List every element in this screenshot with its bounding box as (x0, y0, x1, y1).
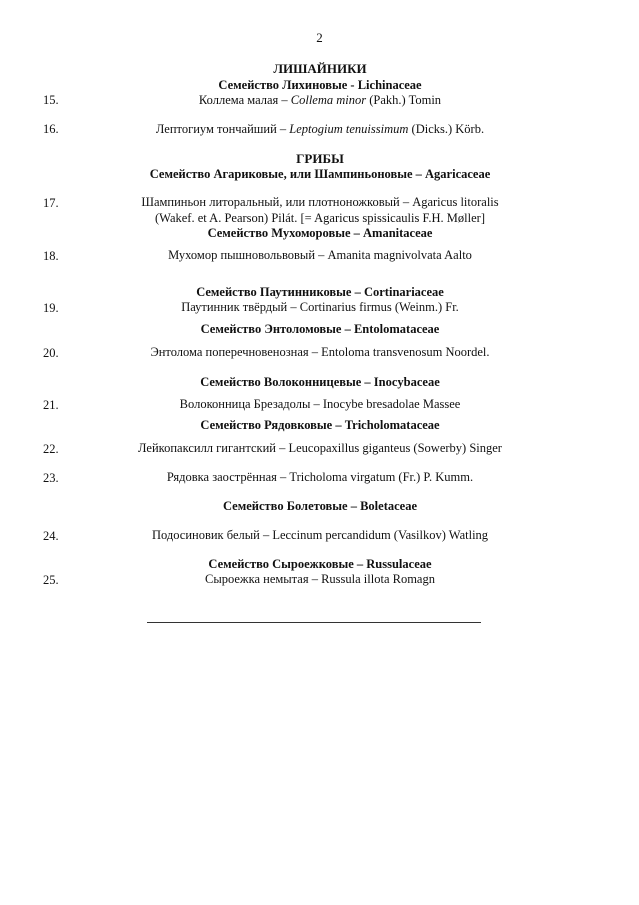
entry-number: 16. (43, 122, 59, 136)
entry-number: 21. (43, 398, 59, 412)
family-heading-inocybaceae: Семейство Волоконницевые – Inocybaceae (200, 375, 440, 389)
entry-number: 15. (43, 93, 59, 107)
family-heading-cortinariaceae: Семейство Паутинниковые – Cortinariaceae (196, 285, 444, 299)
family-heading-boletaceae: Семейство Болетовые – Boletaceae (222, 499, 418, 513)
entry-number: 20. (43, 346, 59, 360)
entry-leccinum-percandidum: Подосиновик белый – Leccinum percandidum (Vasilkov) Watling (151, 528, 489, 542)
family-heading-tricholomataceae: Семейство Рядовковые – Tricholomataceae (200, 418, 440, 432)
section-title-fungi: ГРИБЫ (296, 151, 344, 166)
family-heading-agaricaceae: Семейство Агариковые, или Шампиньоновые – Agaricaceae (149, 167, 491, 181)
family-heading-entolomataceae: Семейство Энтоломовые – Entolomataceae (200, 322, 440, 336)
entry-tricholoma-virgatum: Рядовка заострённая – Tricholoma virgatum (Fr.) P. Kumm. (166, 470, 474, 484)
entry-entoloma-transvenosum: Энтолома поперечновенозная – Entoloma transvenosum Noordel. (150, 345, 490, 359)
entry-number: 18. (43, 249, 59, 263)
entry-agaricus-litoralis (80, 194, 560, 226)
entry-number: 19. (43, 301, 59, 315)
entry-collema-minor: Коллема малая – Collema minor (Pakh.) Tomin (198, 93, 442, 107)
entry-number: 24. (43, 529, 59, 543)
entry-number: 25. (43, 573, 59, 587)
section-title-lichens: ЛИШАЙНИКИ (273, 61, 367, 76)
entry-russula-illota: Сыроежка немытая – Russula illota Romagn (205, 572, 435, 586)
entry-line: Шампиньон литоральный, или плотноножковый – Agaricus litoralis (141, 195, 499, 209)
family-heading-amanitaceae: Семейство Мухоморовые – Amanitaceae (207, 226, 433, 240)
entry-leucopaxillus-giganteus: Лейкопаксилл гигантский – Leucopaxillus giganteus (Sowerby) Singer (138, 441, 502, 455)
family-heading-lichinaceae: Семейство Лихиновые - Lichinaceae (218, 78, 422, 92)
entry-line: (Wakef. et A. Pearson) Pilát. [= Agaricus spissicaulis F.H. Møller] (155, 211, 485, 225)
family-heading-russulaceae: Семейство Сыроежковые – Russulaceae (208, 557, 432, 571)
entry-cortinarius-firmus: Паутинник твёрдый – Cortinarius firmus (Weinm.) Fr. (181, 300, 459, 314)
entry-inocybe-bresadolae: Волоконница Брезадолы – Inocybe bresadolae Massee (179, 397, 461, 411)
entry-leptogium-tenuissimum: Лептогиум тончайший – Leptogium tenuissimum (Dicks.) Körb. (155, 122, 485, 136)
entry-number: 17. (43, 196, 59, 210)
entry-amanita-magnivolvata: Мухомор пышновольвовый – Amanita magnivolvata Aalto (168, 248, 472, 262)
entry-number: 23. (43, 471, 59, 485)
closing-divider (147, 622, 481, 623)
entry-number: 22. (43, 442, 59, 456)
page-number: 2 (316, 30, 323, 45)
